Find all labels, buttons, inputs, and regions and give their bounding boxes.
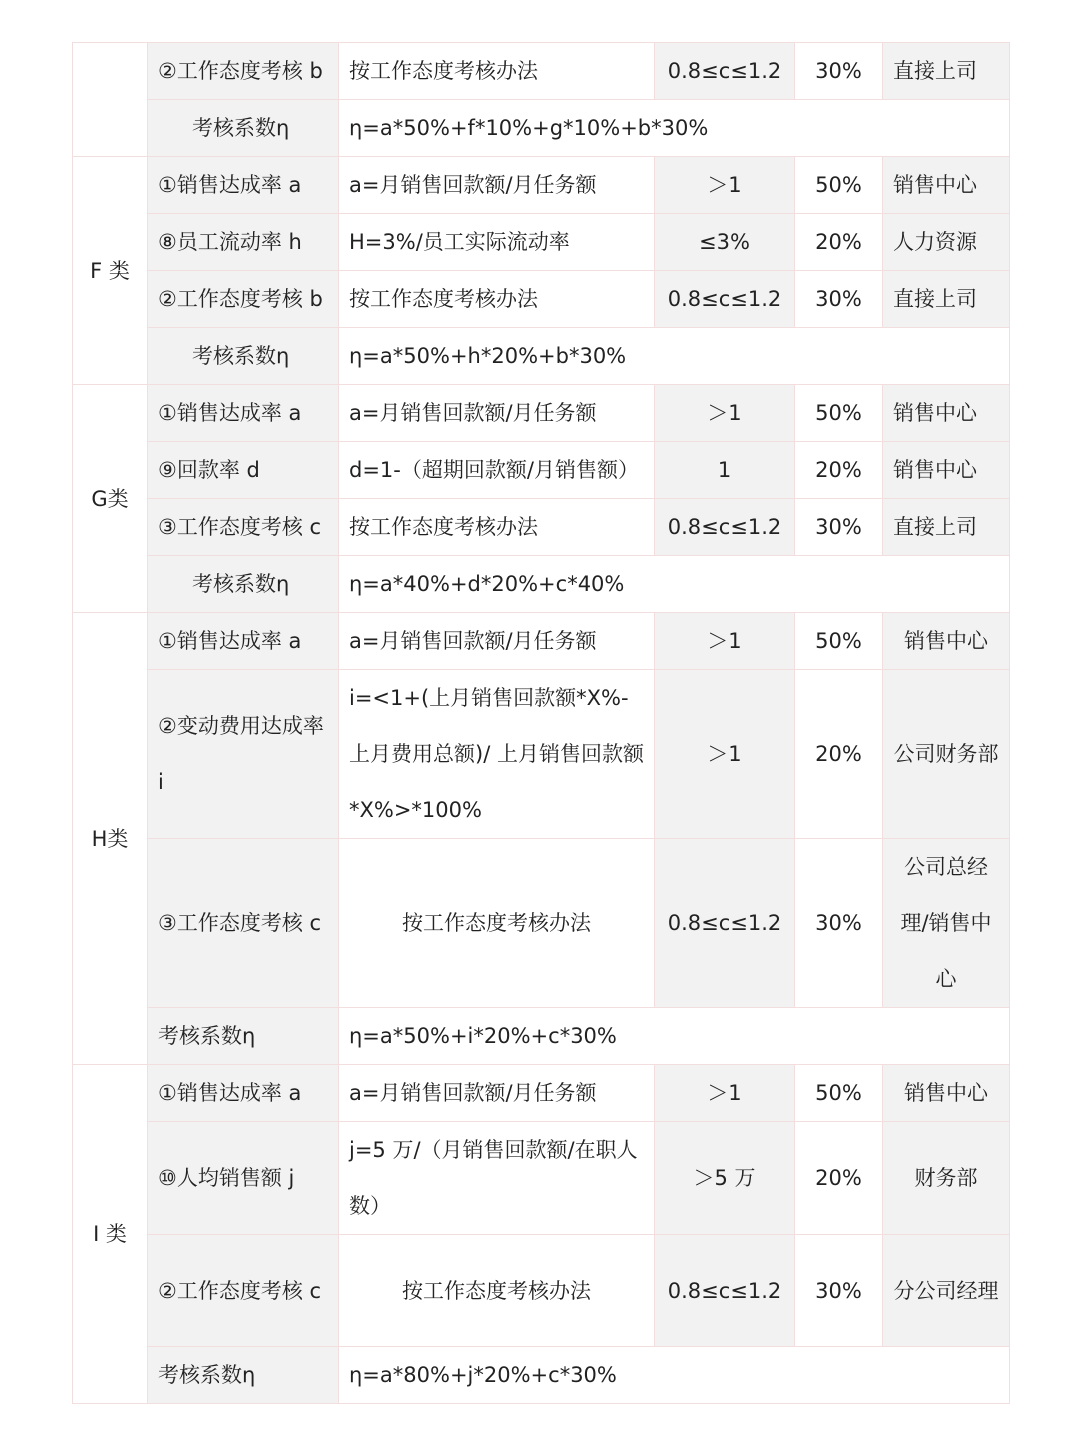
coef-formula: η=a*80%+j*20%+c*30%	[339, 1347, 1010, 1404]
metric-cell: ②变动费用达成率 i	[148, 670, 339, 839]
target-cell: 1	[655, 442, 795, 499]
table-row	[73, 271, 1010, 328]
source-cell: 销售中心	[883, 157, 1010, 214]
metric-cell: ①销售达成率 a	[148, 385, 339, 442]
formula-cell: 按工作态度考核办法	[339, 499, 655, 556]
table-row	[73, 1235, 1010, 1347]
table-row	[73, 613, 1010, 670]
coef-row	[73, 328, 1010, 385]
coef-label: 考核系数η	[148, 1347, 339, 1404]
table-row	[73, 214, 1010, 271]
weight-cell: 20%	[795, 442, 883, 499]
metric-cell: ①销售达成率 a	[148, 1065, 339, 1122]
weight-cell: 30%	[795, 1235, 883, 1347]
metric-cell: ③工作态度考核 c	[148, 499, 339, 556]
table-row	[73, 1065, 1010, 1122]
category-cell-f: F 类	[73, 157, 148, 385]
coef-row	[73, 1347, 1010, 1404]
coef-label: 考核系数η	[148, 100, 339, 157]
source-cell: 公司财务部	[883, 670, 1010, 839]
target-cell: 0.8≤c≤1.2	[655, 839, 795, 1008]
source-cell: 销售中心	[883, 385, 1010, 442]
category-cell-h: H类	[73, 613, 148, 1065]
metric-cell: ①销售达成率 a	[148, 613, 339, 670]
weight-cell: 30%	[795, 271, 883, 328]
table-row	[73, 670, 1010, 839]
target-cell: ≤3%	[655, 214, 795, 271]
coef-formula: η=a*40%+d*20%+c*40%	[339, 556, 1010, 613]
category-cell-i: I 类	[73, 1065, 148, 1404]
source-cell: 直接上司	[883, 499, 1010, 556]
coef-label: 考核系数η	[148, 556, 339, 613]
target-cell: ＞1	[655, 1065, 795, 1122]
kpi-table	[72, 42, 1010, 1404]
target-cell: ＞1	[655, 157, 795, 214]
target-cell: ＞1	[655, 613, 795, 670]
target-cell: ＞5 万	[655, 1122, 795, 1235]
weight-cell: 20%	[795, 1122, 883, 1235]
weight-cell: 20%	[795, 670, 883, 839]
weight-cell: 50%	[795, 1065, 883, 1122]
table-row	[73, 442, 1010, 499]
formula-cell: j=5 万/（月销售回款额/在职人数）	[339, 1122, 655, 1235]
target-cell: ＞1	[655, 385, 795, 442]
formula-cell: d=1-（超期回款额/月销售额）	[339, 442, 655, 499]
category-cell-g: G类	[73, 385, 148, 613]
formula-cell: a=月销售回款额/月任务额	[339, 1065, 655, 1122]
metric-cell: ③工作态度考核 c	[148, 839, 339, 1008]
metric-cell: ②工作态度考核 b	[148, 271, 339, 328]
formula-cell: a=月销售回款额/月任务额	[339, 157, 655, 214]
formula-cell: 按工作态度考核办法	[339, 1235, 655, 1347]
formula-cell: 按工作态度考核办法	[339, 271, 655, 328]
coef-formula: η=a*50%+i*20%+c*30%	[339, 1008, 1010, 1065]
table-row	[73, 499, 1010, 556]
formula-cell: i=<1+(上月销售回款额*X%-上月费用总额)/ 上月销售回款额*X%>*100%	[339, 670, 655, 839]
table-row	[73, 157, 1010, 214]
metric-cell: ⑩人均销售额 j	[148, 1122, 339, 1235]
metric-cell: ②工作态度考核 b	[148, 43, 339, 100]
coef-label: 考核系数η	[148, 328, 339, 385]
source-cell: 人力资源	[883, 214, 1010, 271]
weight-cell: 50%	[795, 385, 883, 442]
metric-cell: ⑨回款率 d	[148, 442, 339, 499]
table-row	[73, 385, 1010, 442]
weight-cell: 30%	[795, 499, 883, 556]
target-cell: 0.8≤c≤1.2	[655, 499, 795, 556]
target-cell: 0.8≤c≤1.2	[655, 271, 795, 328]
weight-cell: 30%	[795, 839, 883, 1008]
coef-row	[73, 1008, 1010, 1065]
target-cell: 0.8≤c≤1.2	[655, 1235, 795, 1347]
metric-cell: ①销售达成率 a	[148, 157, 339, 214]
table-row	[73, 1122, 1010, 1235]
source-cell: 公司总经理/销售中心	[883, 839, 1010, 1008]
metric-cell: ⑧员工流动率 h	[148, 214, 339, 271]
category-cell-blank	[73, 43, 148, 157]
source-cell: 销售中心	[883, 613, 1010, 670]
weight-cell: 20%	[795, 214, 883, 271]
table-row	[73, 43, 1010, 100]
formula-cell: 按工作态度考核办法	[339, 839, 655, 1008]
weight-cell: 30%	[795, 43, 883, 100]
weight-cell: 50%	[795, 157, 883, 214]
coef-formula: η=a*50%+f*10%+g*10%+b*30%	[339, 100, 1010, 157]
source-cell: 分公司经理	[883, 1235, 1010, 1347]
coef-label: 考核系数η	[148, 1008, 339, 1065]
source-cell: 销售中心	[883, 1065, 1010, 1122]
metric-cell: ②工作态度考核 c	[148, 1235, 339, 1347]
source-cell: 销售中心	[883, 442, 1010, 499]
source-cell: 直接上司	[883, 43, 1010, 100]
formula-cell: 按工作态度考核办法	[339, 43, 655, 100]
formula-cell: H=3%/员工实际流动率	[339, 214, 655, 271]
source-cell: 财务部	[883, 1122, 1010, 1235]
target-cell: ＞1	[655, 670, 795, 839]
formula-cell: a=月销售回款额/月任务额	[339, 385, 655, 442]
coef-row	[73, 556, 1010, 613]
weight-cell: 50%	[795, 613, 883, 670]
target-cell: 0.8≤c≤1.2	[655, 43, 795, 100]
coef-row	[73, 100, 1010, 157]
formula-cell: a=月销售回款额/月任务额	[339, 613, 655, 670]
table-row	[73, 839, 1010, 1008]
source-cell: 直接上司	[883, 271, 1010, 328]
coef-formula: η=a*50%+h*20%+b*30%	[339, 328, 1010, 385]
